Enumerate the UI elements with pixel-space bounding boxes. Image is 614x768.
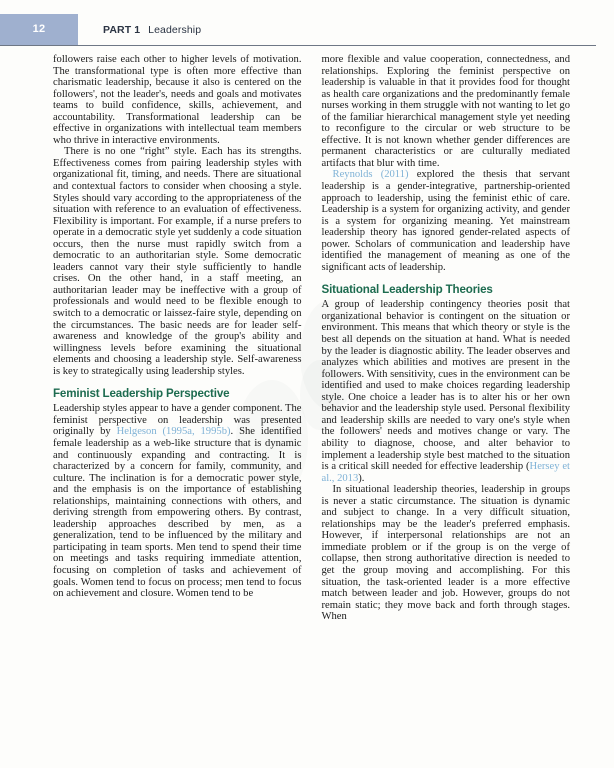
paragraph-reynolds <box>322 169 571 273</box>
running-header <box>0 0 614 45</box>
page-number: 12 <box>32 23 46 35</box>
heading-feminist-leadership-perspective: Feminist Leadership Perspective <box>53 387 230 401</box>
heading-situational-leadership-theories: Situational Leadership Theories <box>321 283 493 297</box>
feminist-text-after: . She identified female leadership as a web-like structure that is dynamic and continuously expanding and contracting. It is characterized by a concern for family, community, and culture. The inclination is for a democratic power style, and the emphasis is on the importance of establishing relationships, maintaining connections with others, and deriving strength from empowering others. By contrast, leadership approaches described by men, as a generalization, tend to be influenced by the military and participating in team sports. Men tend to spend their time on meetings and tasks requiring immediate attention, focusing on completion of tasks and achievement of goals. Women tend to focus on process; men tend to focus on achievement and closure. Women tend to be <box>53 426 302 600</box>
feminist-text-before: Leadership styles appear to have a gender component. The feminist perspective on leadership was presented originally by <box>53 403 302 438</box>
running-head <box>103 14 201 45</box>
header-divider <box>0 45 596 46</box>
citation-helgeson[interactable]: Helgeson (1995a, 1995b) <box>116 426 231 438</box>
citation-hersey[interactable]: Hersey et al., 2013 <box>321 461 570 484</box>
reynolds-text-after: explored the thesis that servant leadership is a gender-integrative, partnership-oriented approach to leadership, using the feminist ethic of care. Leadership is a system for organizing activity, and gender is a system for organizing meaning. Yet mainstream leadership theory has ignored gender-related aspects of power. Scholars of communication and leadership have identified the management of meaning as one of the significant acts of leadership. <box>321 169 570 273</box>
part-title: Leadership <box>148 24 202 36</box>
paragraph-situational-two: In situational leadership theories, leadership in groups is never a static circumstance. The situation is dynamic and subject to change. In a very difficult situation, relationships may be the leader's preferred emphasis. However, if interpersonal relationships are not an immediate problem or if the group is on the verge of collapse, then strong authoritative direction is needed to get the group moving and accomplishing. For this situation, the task-oriented leader is a more effective match between leader and job. However, groups do not remain static; they move back and forth through stages. When <box>321 484 570 623</box>
paragraph-feminist <box>53 403 302 599</box>
citation-reynolds[interactable]: Reynolds (2011) <box>332 169 409 181</box>
paragraph-situational-one <box>322 299 571 484</box>
paragraph-transformational: followers raise each other to higher levels of motivation. The transformational type is often more effective than charismatic leadership, because it also is centered on the followers', not the leader's, needs and goals and motivates teams to build confidence, skills, achievement, and accountability. Transformational leadership can be effective in organizations with intellectual team members who thrive in interactive environments. <box>53 54 302 146</box>
two-column-body <box>53 54 570 754</box>
situational-text-before: A group of leadership contingency theories posit that organizational behavior is contingent on the situation or environment. This means that which theory or style is the best all depends on the situation at hand. What is needed by the leader is diagnostic ability. The leader observes and analyzes which abilities and motives are present in the followers. With sensitivity, cues in the environment can be identified and used to make choices regarding leadership style. One choice a leader has is to alter his or her own behavior and the leadership style used. Personal flexibility and leadership skills are needed to vary one's style when the followers' needs and motives change or vary. The ability to diagnose, choose, and alter behavior to implement a leadership style best matched to the situation is a critical skill needed for effective leadership ( <box>321 299 570 473</box>
paragraph-right-style: There is no one “right” style. Each has its strengths. Effectiveness comes from pairing leadership styles with organizational fit, timing, and needs. There are situational and contextual factors to consider when choosing a style. Styles should vary according to the appropriateness of the situation with reference to an evaluation of effectiveness. Flexibility is important. For example, if a nurse prefers to operate in a democratic style yet suddenly a code situation occurs, then the nurse must rapidly switch from a democratic to an authoritarian style. Some democratic leaders cannot vary their style sufficiently to handle crises. On the other hand, in a staff meeting, an authoritarian leader may be ineffective with a group of professionals and would need to be flexible enough to switch to a democratic or laissez-faire style, depending on the circumstances. The basic needs are for leader self-awareness and knowledge of the group's ability and willingness levels before examining the situational elements and choosing a leadership style. Self-awareness is key to strategically using leadership styles. <box>53 146 302 377</box>
part-label: PART 1 <box>103 24 141 36</box>
right-column <box>322 54 571 754</box>
paragraph-feminist-continued: more flexible and value cooperation, connectedness, and relationships. Exploring the feminist perspective on leadership is valuable in that it provides food for thought as health care organizations and the predominantly female nurses working in them struggle with not wanting to let go of the familiar hierarchical management style yet needing to reconfigure to the circular or web structure to be effective. It is not known whether gender differences are permanent characteristics or are culturally mediated artifacts that blur with time. <box>321 54 570 169</box>
situational-text-after: ). <box>358 472 365 484</box>
left-column <box>53 54 302 754</box>
